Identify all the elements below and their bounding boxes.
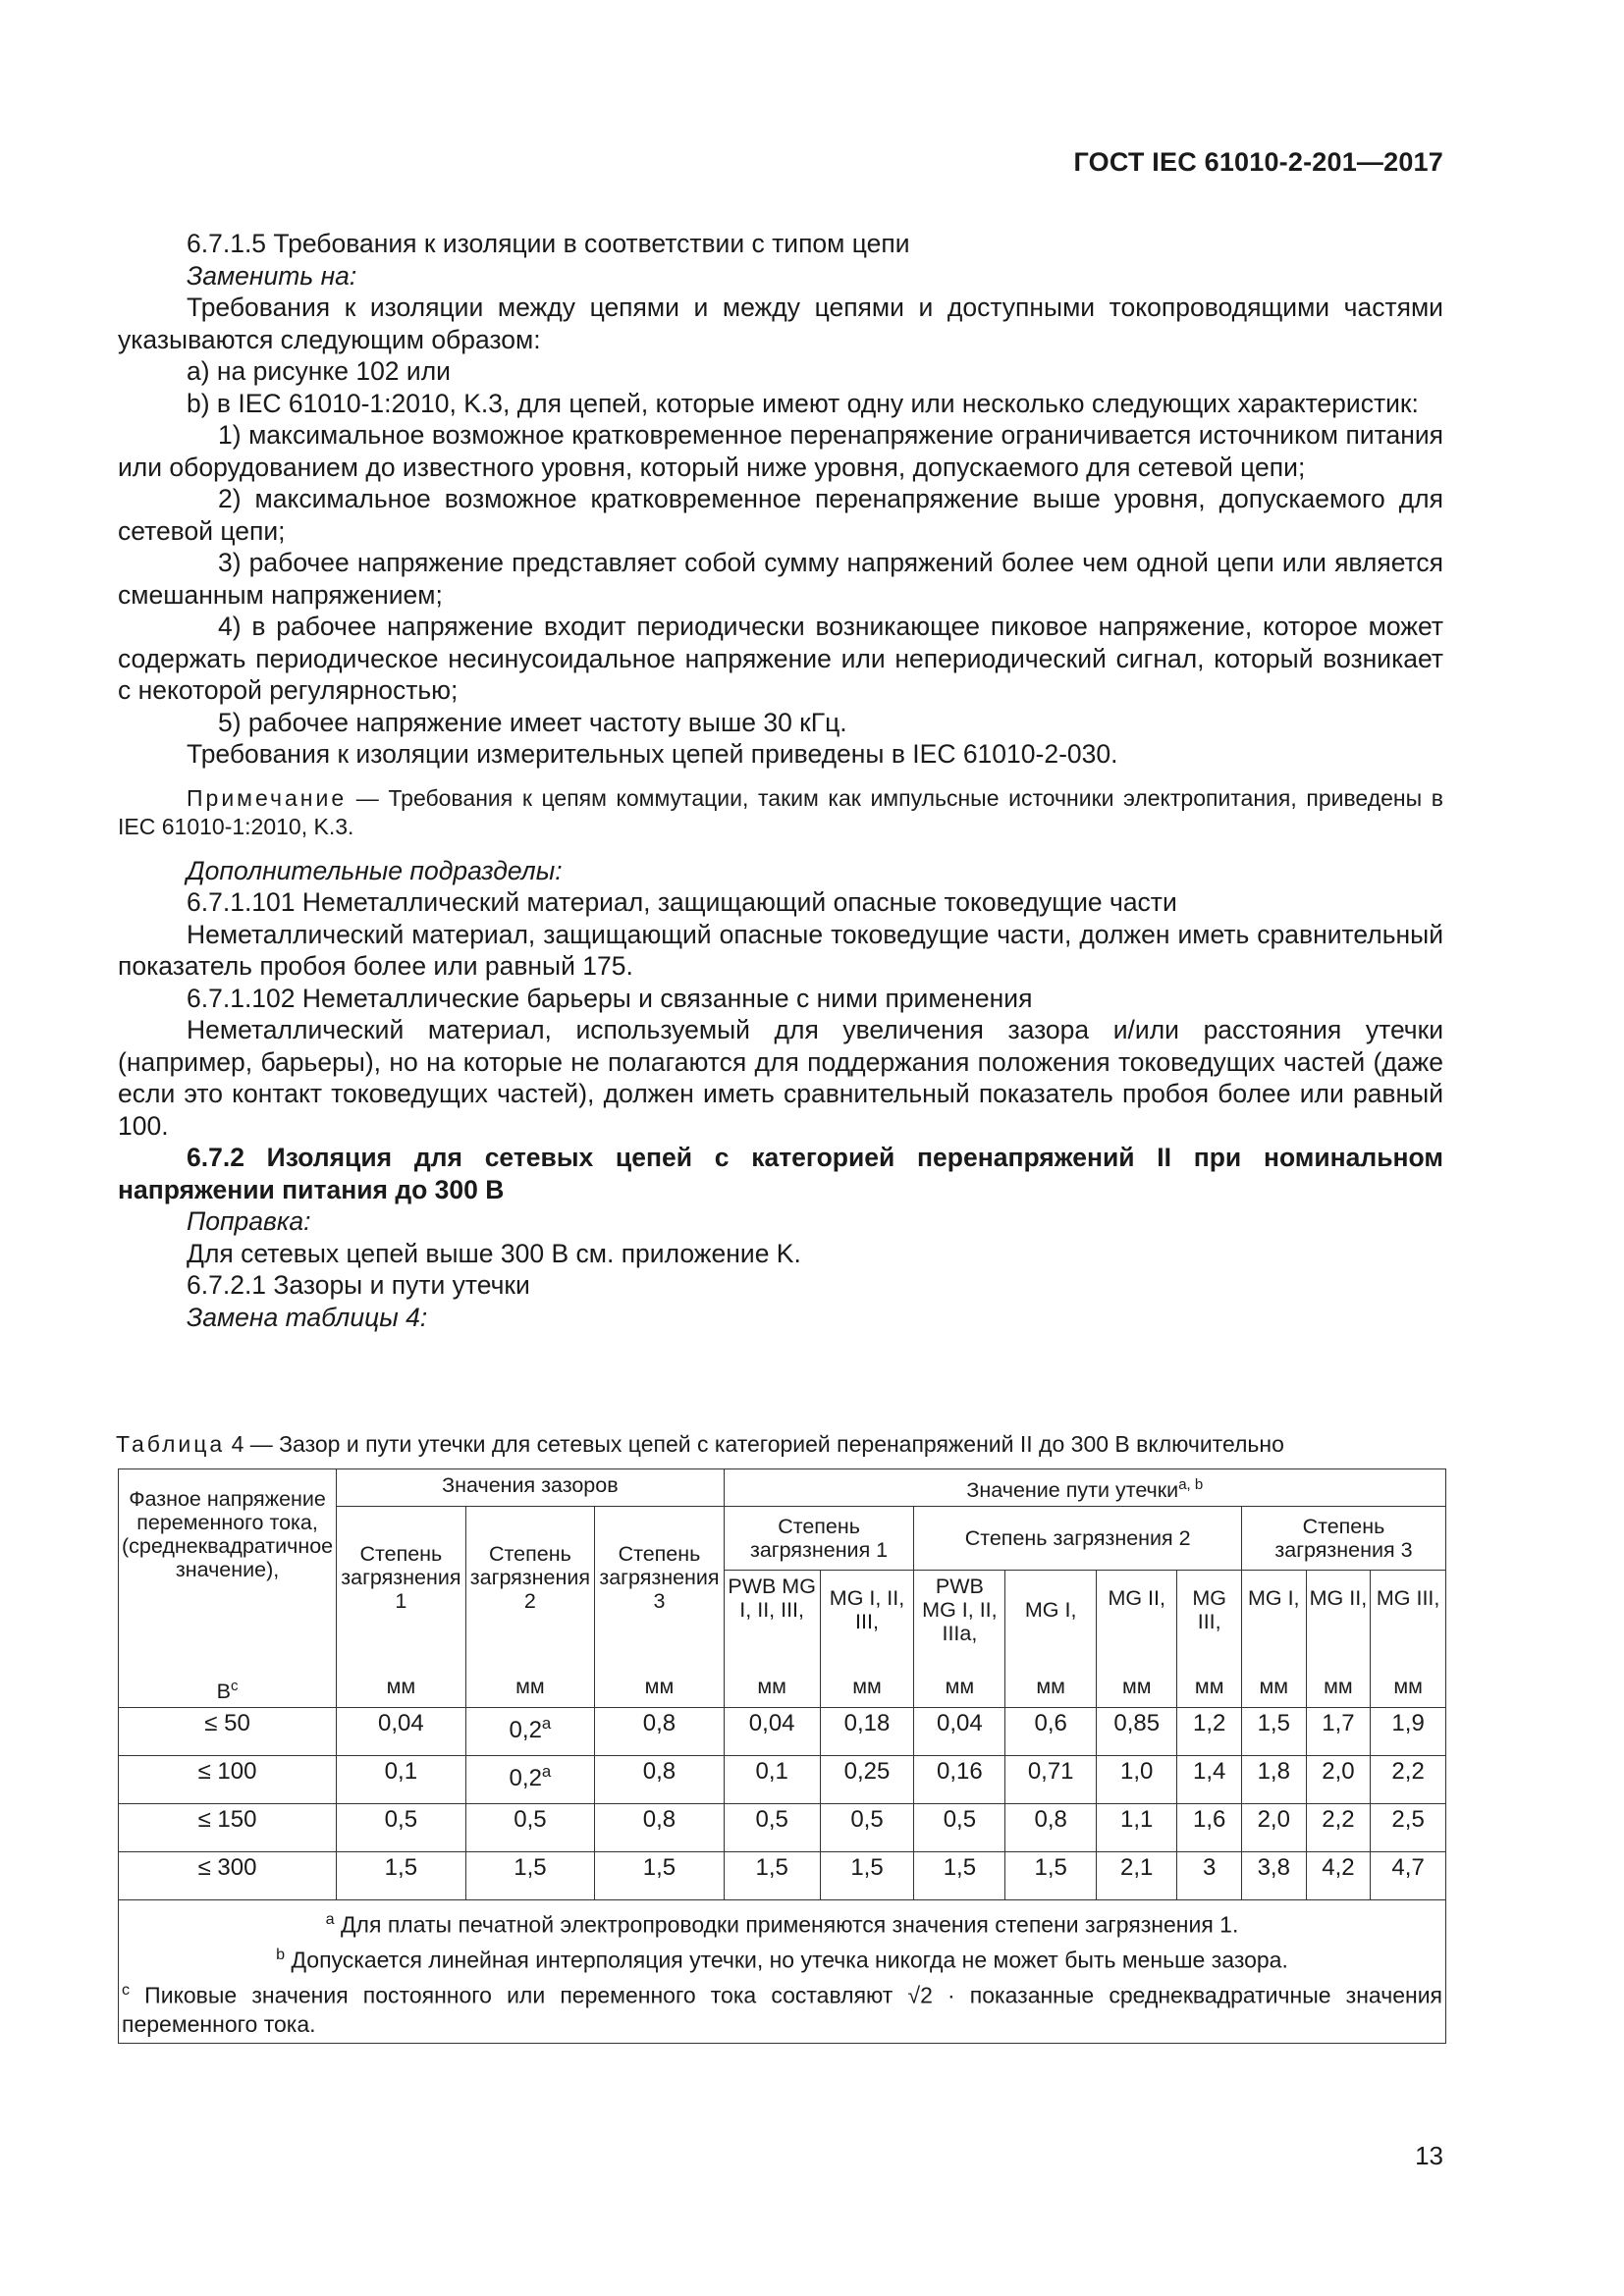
page-number: 13 — [1415, 2141, 1443, 2170]
value-cell: 0,04 — [337, 1708, 466, 1756]
footnote-a: $^a$ Для платы печатной электропроводки применяются значения степени загрязнения 1. — [325, 1910, 1239, 1938]
unit-cell: мм — [914, 1671, 1005, 1708]
list-item-3: 3) рабочее напряжение представляет собой сумму напряжений более чем одной цепи или является смешанным напряжением; — [118, 548, 1443, 610]
list-item-b: b) в IEC 61010-1:2010, K.3, для цепей, которые имеют одну или несколько следующих характеристик: — [187, 388, 1419, 418]
creepage-subheader: PWB MG I, II, IIIa, — [914, 1571, 1005, 1672]
creepage-subheader: MG I, — [1005, 1571, 1097, 1672]
paragraph: Для сетевых цепей выше 300 В см. приложение K. — [187, 1238, 801, 1268]
creepage-subheader: MG II, — [1306, 1571, 1371, 1672]
creepage-subheader: PWB MG I, II, III, — [724, 1571, 820, 1672]
section-6-7-1-102: 6.7.1.102 Неметаллические барьеры и связанные с ними применения — [187, 983, 1033, 1013]
unit-cell: мм — [1371, 1671, 1446, 1708]
value-cell: 0,71 — [1005, 1756, 1097, 1804]
value-cell: 1,5 — [465, 1852, 595, 1900]
voltage-cell: ≤ 300 — [119, 1852, 337, 1900]
value-cell: 0,5 — [465, 1804, 595, 1852]
unit-cell: мм — [465, 1671, 595, 1708]
creepage-pd2-header: Степень загрязнения 2 — [914, 1507, 1242, 1571]
value-cell: 1,5 — [337, 1852, 466, 1900]
value-cell: 1,5 — [820, 1852, 914, 1900]
value-cell: 0,1 — [337, 1756, 466, 1804]
section-6-7-2-1: 6.7.2.1 Зазоры и пути утечки — [187, 1270, 530, 1300]
voltage-cell: ≤ 100 — [119, 1756, 337, 1804]
value-cell: 1,5 — [1241, 1708, 1306, 1756]
value-cell: 3,8 — [1241, 1852, 1306, 1900]
paragraph: Неметаллический материал, защищающий опасные токоведущие части, должен иметь сравнительный показатель пробоя более или равный 175. — [118, 919, 1443, 981]
note — [118, 784, 1443, 841]
document-body — [118, 228, 1443, 1333]
value-cell: 1,1 — [1096, 1804, 1177, 1852]
list-item-2: 2) максимальное возможное кратковременное перенапряжение выше уровня, допускаемого для сетевой цепи; — [118, 484, 1443, 546]
clearance-pd2-header: Степень загрязнения 2 — [465, 1507, 595, 1672]
clearance-pd1-header: Степень загрязнения 1 — [337, 1507, 466, 1672]
table-row — [119, 1852, 1446, 1900]
instruction-table-replace: Замена таблицы 4: — [187, 1302, 428, 1332]
value-cell: 2,0 — [1306, 1756, 1371, 1804]
table-row — [119, 1756, 1446, 1804]
value-cell: 0,5 — [724, 1804, 820, 1852]
value-cell: 2,5 — [1371, 1804, 1446, 1852]
value-cell: 0,1 — [724, 1756, 820, 1804]
voltage-cell: ≤ 150 — [119, 1804, 337, 1852]
list-item-5: 5) рабочее напряжение имеет частоту выше 30 кГц. — [218, 707, 847, 737]
note-label: Примечание — [187, 784, 348, 811]
section-6-7-2: 6.7.2 Изоляция для сетевых цепей с категорией перенапряжений II при номинальном напряжении питания до 300 В — [118, 1143, 1443, 1204]
value-cell: 1,7 — [1306, 1708, 1371, 1756]
value-cell: 2,2 — [1306, 1804, 1371, 1852]
value-cell: 1,5 — [724, 1852, 820, 1900]
table-row — [119, 1708, 1446, 1756]
list-item-1: 1) максимальное возможное кратковременное перенапряжение ограничивается источником питания или оборудованием до известного уровня, который ниже уровня, допускаемого для сетевой цепи; — [118, 420, 1443, 482]
value-cell: 2,2 — [1371, 1756, 1446, 1804]
unit-cell: мм — [1306, 1671, 1371, 1708]
value-cell: 1,6 — [1177, 1804, 1241, 1852]
instruction-amendment: Поправка: — [187, 1206, 311, 1236]
value-cell: 0,04 — [724, 1708, 820, 1756]
note-text: — Требования к цепям коммутации, таким как импульсные источники электропитания, приведены в IEC 61010-1:2010, K.3. — [118, 784, 1443, 839]
value-cell: 0,04 — [914, 1708, 1005, 1756]
unit-cell: мм — [820, 1671, 914, 1708]
unit-cell: мм — [724, 1671, 820, 1708]
value-cell: 2,0 — [1241, 1804, 1306, 1852]
value-cell: 1,8 — [1241, 1756, 1306, 1804]
value-cell: 1,5 — [914, 1852, 1005, 1900]
footnote-c: $^c$ Пиковые значения постоянного или переменного тока составляют √2 · показанные среднеквадратичные значения переменного тока. — [122, 1980, 1442, 2038]
paragraph: Требования к изоляции измерительных цепей приведены в IEC 61010-2-030. — [187, 739, 1118, 769]
list-item-a: a) на рисунке 102 или — [187, 356, 451, 386]
clearance-group-header: Значения зазоров — [337, 1469, 725, 1507]
value-cell: 0,6 — [1005, 1708, 1097, 1756]
paragraph: Неметаллический материал, используемый для увеличения зазора и/или расстояния утечки (например, барьеры), но на которые не полагаются для поддержания положения токоведущих частей (даже если это контакт токоведущих частей), должен иметь сравнительный показатель пробоя более или равный 100. — [118, 1015, 1443, 1141]
value-cell: 0,8 — [1005, 1804, 1097, 1852]
instruction-replace: Заменить на: — [187, 260, 357, 291]
unit-cell: мм — [595, 1671, 725, 1708]
value-cell: 1,0 — [1096, 1756, 1177, 1804]
voltage-cell: ≤ 50 — [119, 1708, 337, 1756]
voltage-column-header: Фазное напряжение переменного тока, (среднеквадратичное значение), — [119, 1469, 337, 1672]
value-cell: 0,2$^a$ — [465, 1756, 595, 1804]
creepage-subheader: MG I, II, III, — [820, 1571, 914, 1672]
document-header: ГОСТ IEC 61010-2-201—2017 — [1073, 147, 1443, 177]
value-cell: 3 — [1177, 1852, 1241, 1900]
value-cell: 1,9 — [1371, 1708, 1446, 1756]
unit-cell: мм — [1241, 1671, 1306, 1708]
unit-cell: мм — [1096, 1671, 1177, 1708]
value-cell: 0,8 — [595, 1804, 725, 1852]
footnote-b: $^b$ Допускается линейная интерполяция утечки, но утечка никогда не может быть меньше зазора. — [276, 1945, 1288, 1973]
clearance-pd3-header: Степень загрязнения 3 — [595, 1507, 725, 1672]
unit-cell: мм — [337, 1671, 466, 1708]
value-cell: 4,7 — [1371, 1852, 1446, 1900]
table-caption-label: Таблица — [116, 1431, 226, 1457]
section-6-7-1-5: 6.7.1.5 Требования к изоляции в соответствии с типом цепи — [187, 229, 910, 258]
creepage-pd3-header: Степень загрязнения 3 — [1241, 1507, 1445, 1571]
list-item-4: 4) в рабочее напряжение входит периодически возникающее пиковое напряжение, которое может содержать периодическое несинусоидальное напряжение или непериодический сигнал, который возникает с некоторой регулярностью; — [118, 612, 1443, 705]
value-cell: 1,4 — [1177, 1756, 1241, 1804]
creepage-subheader: MG III, — [1371, 1571, 1446, 1672]
value-cell: 1,5 — [1005, 1852, 1097, 1900]
value-cell: 4,2 — [1306, 1852, 1371, 1900]
value-cell: 0,5 — [820, 1804, 914, 1852]
paragraph: Требования к изоляции между цепями и между цепями и доступными токопроводящими частями указываются следующим образом: — [118, 293, 1443, 354]
section-6-7-1-101: 6.7.1.101 Неметаллический материал, защищающий опасные токоведущие части — [187, 887, 1177, 917]
value-cell: 0,25 — [820, 1756, 914, 1804]
table-caption-text: 4 — Зазор и пути утечки для сетевых цепей с категорией перенапряжений II до 300 В включительно — [225, 1431, 1284, 1457]
unit-cell: $В^c$ — [119, 1671, 337, 1708]
creepage-subheader: MG III, — [1177, 1571, 1241, 1672]
value-cell: 1,2 — [1177, 1708, 1241, 1756]
value-cell: 0,8 — [595, 1756, 725, 1804]
unit-cell: мм — [1005, 1671, 1097, 1708]
value-cell: 0,85 — [1096, 1708, 1177, 1756]
instruction-additional: Дополнительные подразделы: — [187, 855, 563, 885]
value-cell: 0,5 — [337, 1804, 466, 1852]
value-cell: 0,5 — [914, 1804, 1005, 1852]
table-caption — [116, 1431, 1284, 1458]
creepage-subheader: MG I, — [1241, 1571, 1306, 1672]
creepage-group-header: Значение пути утечки$^{a, b}$ — [724, 1469, 1445, 1507]
value-cell: 2,1 — [1096, 1852, 1177, 1900]
creepage-subheader: MG II, — [1096, 1571, 1177, 1672]
value-cell: 0,8 — [595, 1708, 725, 1756]
clearance-creepage-table — [118, 1468, 1446, 2044]
table-row — [119, 1804, 1446, 1852]
value-cell: 1,5 — [595, 1852, 725, 1900]
value-cell: 0,18 — [820, 1708, 914, 1756]
creepage-pd1-header: Степень загрязнения 1 — [724, 1507, 914, 1571]
unit-cell: мм — [1177, 1671, 1241, 1708]
table-footnotes — [119, 1900, 1446, 2044]
value-cell: 0,16 — [914, 1756, 1005, 1804]
value-cell: 0,2$^a$ — [465, 1708, 595, 1756]
